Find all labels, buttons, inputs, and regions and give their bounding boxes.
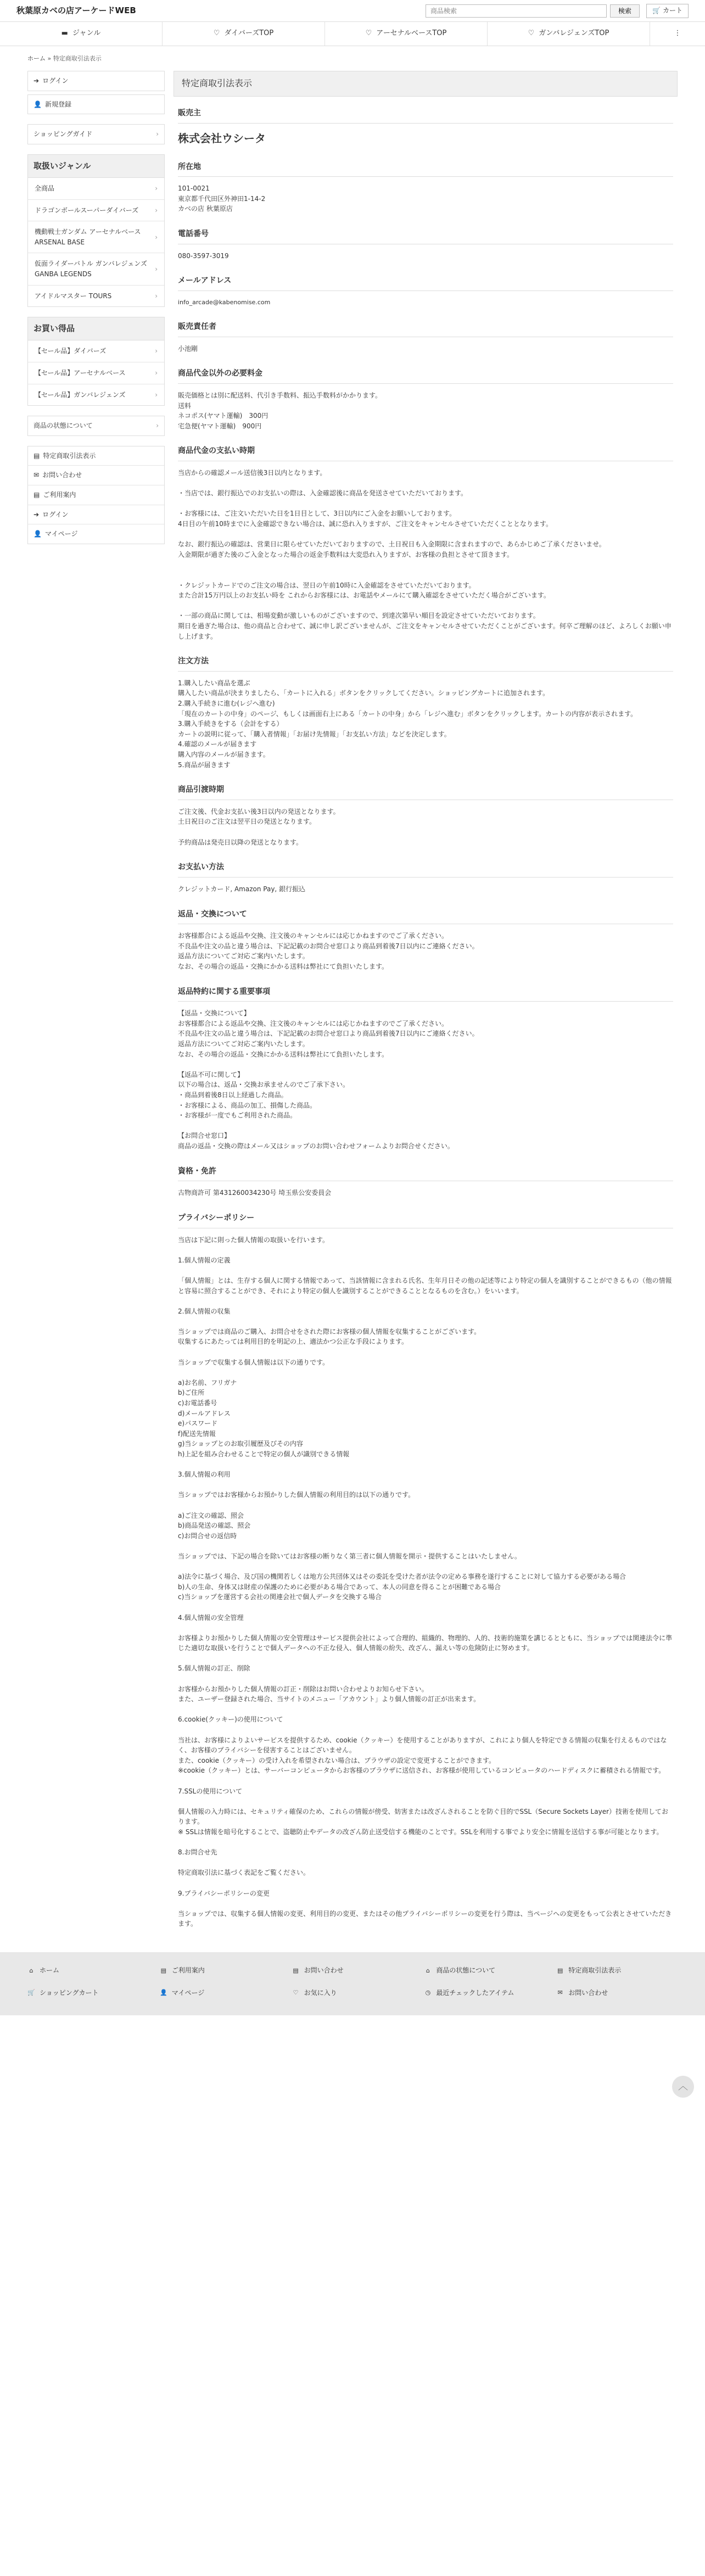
section-title: 商品代金の支払い時期 [178, 442, 673, 461]
folder-icon: ▬ [61, 29, 68, 38]
section-body: 当店からの確認メール送信後3日以内となります。 ・当店では、銀行振込でのお支払いの際は、入金確認後に商品を発送させていただいております。 ・お客様には、ご注文いただいた日を1日目として、3日以内にご入金をお願いしております。 4日目の午前10時までに入金確認できない場合は、誠に恐れ入りますが、ご注文をキャンセルさせていただくこととなります。 なお、銀行振込の確認は、営業日に限らせていただいておりますので、土日祝日も入金期限に含まれますので、あらかじめご了承くださいませ。 入金期限が過ぎた後のご入金となった場合の返金手数料は大変恐れ入りますが、お客様の負担とさせて頂きます。 ・クレジットカードでのご注文の場合は、翌日の午前10時に入金確認をさせていただいております。 また合計15万円以上のお支払い時を これからお客様には、お電話やメールにて購入確認をさせていただく場合がございます。 ・一部の商品に関しては、相場変動が激しいものがございますので、到達次第早い順目を設定させていただいております。 期日を過ぎた場合は、他の商品と合わせて、誠に申し訳ございませんが、ご注文をキャンセルさせていただくことがございます。何卒ご理解のほど、よろしくお願い申し上げます。 [178, 469, 672, 640]
search-button[interactable]: 検索 [610, 4, 640, 18]
deal-label: 【セール品】ダイバーズ [35, 347, 107, 355]
breadcrumb-current: 特定商取引法表示 [53, 55, 102, 62]
footer-label: 商品の状態について [436, 1966, 496, 1974]
footer-label: お気に入り [304, 1988, 337, 1997]
sidebar-login[interactable] [27, 71, 165, 91]
sidebar-guide-label: ショッピングガイド [33, 130, 93, 138]
gnav-ganba[interactable] [488, 22, 650, 46]
heart-icon: ♡ [365, 29, 372, 38]
user-icon: 👤 [159, 1989, 167, 1997]
section-body: ご注文後、代金お支払い後3日以内の発送となります。 土日祝日のご注文は翌平日の発送となります。 予約商品は発売日以降の発送となります。 [178, 807, 340, 846]
deal-label: 【セール品】ガンバレジェンズ [35, 390, 126, 399]
genre-item-kamenrider[interactable] [28, 253, 164, 285]
footer-guide[interactable] [160, 1962, 281, 1979]
chevron-right-icon: › [156, 422, 159, 430]
genre-label: ドラゴンボールスーパーダイバーズ [35, 206, 139, 214]
deal-item-ganba[interactable] [28, 384, 164, 406]
deal-item-divers[interactable] [28, 340, 164, 362]
sidebar-tokushoho[interactable] [28, 446, 164, 466]
gnav-divers[interactable] [163, 22, 325, 46]
section-body: クレジットカード, Amazon Pay, 銀行振込 [178, 885, 306, 893]
sidebar-shopping-guide[interactable] [27, 124, 165, 144]
footer-mypage[interactable] [160, 1985, 281, 2002]
section-title: 返品特約に関する重要事項 [178, 983, 673, 1002]
sidebar-link-label: ログイン [42, 510, 69, 518]
more-icon: ⋮ [674, 29, 681, 38]
mail-icon: ✉ [33, 471, 40, 479]
guide-link [27, 124, 165, 144]
cart-icon: 🛒 [27, 1989, 35, 1997]
genre-item-dragonball[interactable] [28, 200, 164, 222]
clock-icon: ◷ [425, 1989, 431, 1997]
deal-item-arsenal[interactable] [28, 362, 164, 384]
heart-icon: ♡ [293, 1989, 299, 1997]
genre-list [27, 177, 165, 307]
breadcrumb-sep: » [46, 55, 53, 62]
section-title: メールアドレス [178, 272, 673, 291]
section-body: 【返品・交換について】 お客様都合による返品や交換、注文後のキャンセルには応じかねますのでご了承ください。 不良品や注文の品と違う場合は、下記記載のお問合せ窓口より商品到着後7日以内にご連絡ください。 返品方法についてご対応ご案内いたします。 なお、その場合の返品・交換にかかる送料は弊社にて負担いたします。 【返品不可に関して】 以下の場合は、返品・交換お承ませんのでご了承下さい。 ・商品到着後8日以上経過した商品。 ・お客様による、商品の加工、損傷した商品。 ・お客様が一度でもご利用された商品。 【お問合せ窓口】 商品の返品・交換の際はメール又はショップのお問い合わせフォームよりお問合せください。 [178, 1009, 479, 1150]
gnav-more[interactable] [650, 22, 705, 46]
deals-title: お買い得品 [27, 317, 165, 340]
site-header [0, 0, 705, 22]
search-input[interactable] [426, 4, 607, 18]
login-icon: ➔ [33, 77, 40, 85]
genre-item-all[interactable] [28, 178, 164, 200]
user-icon: 👤 [33, 530, 42, 538]
sidebar-register[interactable] [27, 94, 165, 115]
chevron-right-icon: › [156, 130, 159, 138]
tokushoho-content [174, 104, 678, 1929]
book-icon: ▤ [33, 491, 40, 499]
sidebar-link-label: お問い合わせ [42, 471, 82, 479]
genre-item-gundam[interactable] [28, 221, 164, 253]
company-name: 株式会社ウシータ [178, 131, 266, 145]
section-title: 電話番号 [178, 225, 673, 244]
footer-condition[interactable] [424, 1962, 545, 1979]
chevron-right-icon: › [155, 369, 158, 377]
genre-label: 機動戦士ガンダム アーセナルベース ARSENAL BASE [35, 228, 141, 246]
section-title: 商品代金以外の必要料金 [178, 365, 673, 384]
footer-recent[interactable] [424, 1985, 545, 2002]
deals-panel [27, 317, 165, 406]
section-body: 小池剛 [178, 344, 198, 353]
sidebar-link-label: 特定商取引法表示 [43, 451, 96, 460]
footer-label: お問い合わせ [304, 1966, 344, 1974]
back-to-top-button[interactable] [672, 2076, 694, 2098]
section-title: 資格・免許 [178, 1163, 673, 1182]
heart-icon: ♡ [213, 29, 220, 38]
page-title: 特定商取引法表示 [174, 71, 678, 97]
genre-label: アイドルマスター TOURS [35, 292, 112, 300]
book-icon: ▤ [557, 1966, 563, 1974]
chevron-right-icon: › [155, 233, 158, 241]
site-logo[interactable]: 秋葉原カベの店アーケードWEB [16, 5, 136, 15]
cart-icon: 🛒 [652, 7, 661, 15]
sidebar-register-label: 新規登録 [44, 100, 71, 108]
footer-contact[interactable] [292, 1962, 413, 1979]
sidebar-condition[interactable] [27, 416, 165, 436]
deal-label: 【セール品】アーセナルベース [35, 369, 126, 377]
search-area [426, 4, 640, 18]
chevron-right-icon: › [155, 206, 158, 214]
user-plus-icon: 👤 [33, 100, 42, 108]
footer-tokushoho[interactable] [556, 1962, 678, 1979]
chevron-right-icon: › [155, 347, 158, 355]
mail-icon: ✉ [557, 1989, 563, 1997]
condition-link [27, 416, 165, 436]
sidebar-guide[interactable] [28, 485, 164, 505]
gnav-genre-label: ジャンル [72, 29, 101, 38]
global-nav [0, 22, 705, 46]
footer-label: ホーム [40, 1966, 60, 1974]
footer-favorites[interactable] [292, 1985, 413, 2002]
section-body: 101-0021 東京都千代田区外神田1-14-2 カベの店 秋葉原店 [178, 185, 266, 213]
chevron-right-icon: › [155, 185, 158, 193]
footer-links [27, 1962, 678, 2001]
footer-label: 最近チェックしたアイテム [436, 1988, 514, 1997]
sidebar [27, 71, 165, 1936]
page-body [0, 71, 705, 1936]
gnav-arsenal-label: アーセナルベースTOP [376, 29, 447, 38]
section-title: 販売責任者 [178, 318, 673, 337]
cart-label: カート [662, 7, 682, 15]
section-title: 返品・交換について [178, 906, 673, 925]
login-icon: ➔ [33, 510, 40, 518]
footer-cart[interactable] [27, 1985, 149, 2002]
sidebar-link-label: マイページ [44, 530, 78, 538]
cart-button[interactable] [646, 4, 689, 18]
footer-label: 特定商取引法表示 [568, 1966, 622, 1974]
chevron-right-icon: › [155, 292, 158, 300]
sidebar-link-label: ご利用案内 [43, 491, 76, 499]
footer-label: お問い合わせ [568, 1988, 608, 1997]
info-links [27, 446, 165, 544]
genre-panel [27, 154, 165, 307]
gnav-ganba-label: ガンバレジェンズTOP [539, 29, 609, 38]
chevron-up-icon: ︿ [678, 2081, 688, 2093]
sidebar-login-label: ログイン [42, 77, 69, 85]
site-footer [0, 1952, 705, 2015]
section-title: 注文方法 [178, 652, 673, 672]
heart-icon: ♡ [528, 29, 535, 38]
sidebar-mypage[interactable] [28, 524, 164, 544]
section-title: 販売主 [178, 104, 673, 124]
footer-label: ショッピングカート [40, 1988, 99, 1997]
book-icon: ▤ [160, 1966, 166, 1974]
account-links [27, 71, 165, 114]
email-address[interactable]: info_arcade@kabenomise.com [178, 298, 271, 306]
footer-label: マイページ [171, 1988, 205, 1997]
chevron-right-icon: › [155, 390, 158, 399]
section-body: お客様都合による返品や交換、注文後のキャンセルには応じかねますのでご了承ください。 不良品や注文の品と違う場合は、下記記載のお問合せ窓口より商品到着後7日以内にご連絡ください。 返品方法についてご対応ご案内いたします。 なお、その場合の返品・交換にかかる送料は弊社にて負担いたします。 [178, 932, 479, 970]
genre-item-idolmaster[interactable] [28, 286, 164, 307]
section-body: 080-3597-3019 [178, 252, 229, 260]
section-body: 当店は下記に則った個人情報の取扱いを行います。 1.個人情報の定義 「個人情報」とは、生存する個人に関する情報であって、当該情報に含まれる氏名、生年月日その他の記述等により特定の個人を識別することができるもの（他の情報と容易に照合することができ、それにより特定の個人を識別することができることとなるものを含む。）をいいます。 2.個人情報の収集 当ショップでは商品のご購入、お問合せをされた際にお客様の個人情報を収集することがございます。 収集するにあたっては利用目的を明記の上、適法かつ公正な手段によります。 当ショップで収集する個人情報は以下の通りです。 a)お名前、フリガナ b)ご住所 c)お電話番号 d)メールアドレス e)パスワード f)配送先情報 g)当ショップとのお取引履歴及びその内容 h)上記を組み合わせることで特定の個人が識別できる情報 3.個人情報の利用 当ショップではお客様からお預かりした個人情報の利用目的は以下の通りです。 a)ご注文の確認、照会 b)商品発送の確認、照会 c)お問合せの返信時 当ショップでは、下記の場合を除いてはお客様の断りなく第三者に個人情報を開示・提供することはいたしません。 a)法令に基づく場合、及び国の機関若しくは地方公共団体又はその委託を受けた者が法令の定める事務を遂行することに対して協力する必要がある場合 b)人の生命、身体又は財産の保護のために必要がある場合であって、本人の同意を得ることが困難である場合 c)当ショップを運営する会社の関連会社で個人データを交換する場合 4.個人情報の安全管理 お客様よりお預かりした個人情報の安全管理はサービス提供会社によって合理的、組織的、物理的、人的、技術的施策を講じるとともに、当ショップでは関連法令に準じた適切な取扱いを行うことで個人データへの不正な侵入、個人情報の紛失、改ざん、漏えい等の危険防止に努めます。 5.個人情報の訂正、削除 お客様からお預かりした個人情報の訂正・削除はお問い合わせよりお知らせ下さい。 また、ユーザー登録された場合、当サイトのメニュー「アカウント」より個人情報の訂正が出来ます。 6.cookie(クッキー)の使用について 当社は、お客様によりよいサービスを提供するため、cookie（クッキー）を使用することがありますが、これにより個人を特定できる情報の収集を行えるものではなく、お客様のプライバシーを侵害することはございません。 また、cookie（クッキー）の受け入れを希望されない場合は、ブラウザの設定で変更することができます。 ※cookie（クッキー）とは、サーバーコンピュータからお客様のブラウザに送信され、お客様が使用しているコンピュータのハードディスクに蓄積される情報です。 7.SSLの使用について 個人情報の入力時には、セキュリティ確保のため、これらの情報が傍受、妨害または改ざんされることを防ぐ目的でSSL（Secure Sockets Layer）技術を使用しております。 ※ SSLは情報を暗号化することで、盗聴防止やデータの改ざん防止送受信する機能のことです。SSLを利用する事でより安全に情報を送信する事が可能となります。 8.お問合せ先 特定商取引法に基づく表記をご覧ください。 9.プライバシーポリシーの変更 当ショップでは、収集する個人情報の変更、利用目的の変更、またはその他プライバシーポリシーの変更を行う際は、当ページへの変更をもって公表とさせていただきます。 [178, 1236, 673, 1928]
section-title: プライバシーポリシー [178, 1209, 673, 1228]
main-content [174, 71, 678, 1936]
chevron-right-icon: › [155, 265, 158, 273]
section-title: お支払い方法 [178, 858, 673, 878]
section-title: 所在地 [178, 158, 673, 177]
footer-label: ご利用案内 [171, 1966, 205, 1974]
section-body: 販売価格とは別に配送料、代引き手数料、振込手数料がかかります。 送料 ネコポス(ヤマト運輸) 300円 宅急便(ヤマト運輸) 900円 [178, 391, 382, 430]
book-icon: ▤ [33, 451, 40, 460]
gnav-arsenal[interactable] [325, 22, 488, 46]
section-body: 1.購入したい商品を選ぶ 購入したい商品が決まりましたら、「カートに入れる」ボタンをクリックしてください。ショッピングカートに追加されます。 2.購入手続きに進む(レジへ進む) 「現在のカートの中身」のページ、もしくは画面右上にある「カートの中身」から「レジへ進む」ボタンをクリックします。カートの内容が表示されます。 3.購入手続きをする（会計をする） カートの説明に従って、「購入者情報」「お届け先情報」「お支払い方法」などを決定します。 4.確認のメールが届きます 購入内容のメールが届きます。 5.商品が届きます [178, 679, 637, 769]
deals-list [27, 340, 165, 406]
book-icon: ▤ [293, 1966, 299, 1974]
footer-contact2[interactable] [556, 1985, 678, 2002]
genre-title: 取扱いジャンル [27, 154, 165, 177]
sidebar-contact[interactable] [28, 466, 164, 485]
sidebar-login2[interactable] [28, 505, 164, 525]
genre-label: 仮面ライダーバトル ガンバレジェンズ GANBA LEGENDS [35, 260, 147, 278]
sidebar-condition-label: 商品の状態について [33, 422, 93, 430]
breadcrumb-home[interactable]: ホーム [27, 55, 46, 62]
home-icon: ⌂ [426, 1966, 430, 1974]
section-title: 商品引渡時期 [178, 781, 673, 800]
section-body: 古物商許可 第431260034230号 埼玉県公安委員会 [178, 1189, 332, 1197]
breadcrumb [0, 46, 705, 71]
gnav-divers-label: ダイバーズTOP [224, 29, 274, 38]
gnav-genre[interactable] [0, 22, 163, 46]
footer-home[interactable] [27, 1962, 149, 1979]
genre-label: 全商品 [35, 185, 55, 193]
home-icon: ⌂ [29, 1966, 33, 1974]
